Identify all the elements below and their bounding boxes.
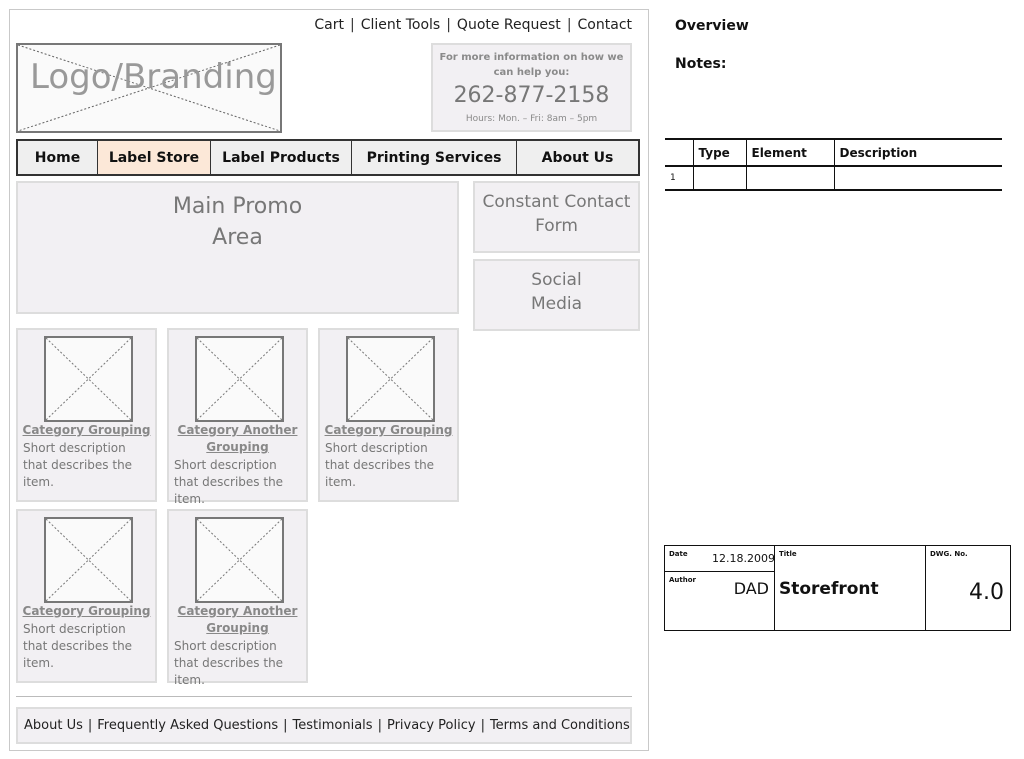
title-value: Storefront [779,579,879,599]
utility-link-quote-request[interactable]: Quote Request [456,17,561,33]
nav-item-about-us[interactable]: About Us [541,149,614,166]
nav-item-home[interactable]: Home [18,141,98,174]
constant-contact-label [475,190,638,238]
utility-link-client-tools[interactable]: Client Tools [360,17,441,33]
nav-item-printing-services[interactable]: Printing Services [352,141,517,174]
separator: | [566,17,572,33]
constant-contact-line1: Constant Contact [482,192,631,212]
nav-item-label-store[interactable]: Label Store [98,141,211,174]
author-value: DAD [733,579,769,598]
footer-link-privacy-policy[interactable]: Privacy Policy [386,718,476,733]
dwg-no-value: 4.0 [969,580,1004,605]
category-card[interactable] [167,509,308,687]
row-element [746,166,834,190]
table-row [665,166,1002,190]
promo-label-line2: Area [212,225,263,250]
card-title-line1: Category Grouping [22,604,151,618]
separator: | [350,17,355,33]
card-title[interactable] [18,422,155,439]
contact-info-box [431,43,632,132]
date-label: Date [669,550,688,558]
dwg-no-cell [926,546,1010,631]
category-card[interactable] [167,328,308,506]
nav-item-label-products[interactable]: Label Products [211,141,352,174]
constant-contact-line2: Form [535,216,578,236]
notes-table [665,138,1002,191]
social-media-label [475,268,638,316]
footer-link-testimonials[interactable]: Testimonials [292,718,373,733]
contact-phone[interactable]: 262-877-2158 [453,83,610,108]
card-image-placeholder [346,336,435,422]
logo-placeholder[interactable] [16,43,282,133]
card-image-placeholder [44,517,133,603]
card-description: Short description that describes the item. [325,441,435,489]
contact-info-text: For more information on how we can help you: [439,52,624,78]
placeholder-cross-icon [197,338,282,420]
card-title-line2: Grouping [206,621,269,635]
notes-label: Notes: [675,56,727,72]
card-description: Short description that describes the item. [23,622,133,670]
header-element: Element [746,139,834,166]
date-cell [665,546,775,572]
author-cell [665,572,775,631]
card-title-line1: Category Grouping [324,423,453,437]
placeholder-cross-icon [46,519,131,601]
row-type [693,166,746,190]
social-media-line1: Social [531,270,582,290]
card-title[interactable] [169,603,306,637]
separator: | [377,718,382,733]
category-card[interactable] [16,328,157,502]
footer-divider [16,696,632,697]
header-description: Description [834,139,1002,166]
card-image-placeholder [195,336,284,422]
card-title-line1: Category Another [177,423,298,437]
card-title[interactable] [320,422,457,439]
row-description [834,166,1002,190]
header-type: Type [693,139,746,166]
utility-nav [314,17,632,33]
title-block [664,545,1011,631]
card-image-placeholder [195,517,284,603]
footer-link-about-us[interactable]: About Us [24,718,83,733]
date-value: 12.18.2009 [712,552,775,565]
promo-label [18,191,457,253]
placeholder-cross-icon [197,519,282,601]
constant-contact-form[interactable] [473,181,640,253]
card-title-line1: Category Grouping [22,423,151,437]
main-promo-area[interactable] [16,181,459,314]
card-description: Short description that describes the item. [23,441,133,489]
social-media-line2: Media [530,294,583,314]
separator: | [283,718,288,733]
social-media-box[interactable] [473,259,640,331]
title-cell [775,546,926,631]
separator: | [87,718,93,733]
placeholder-cross-icon [46,338,131,420]
card-title-line2: Grouping [206,440,269,454]
card-image-placeholder [44,336,133,422]
contact-hours: Hours: Mon. – Fri: 8am – 5pm [465,114,598,124]
logo-text: Logo/Branding [30,57,277,97]
separator: | [446,17,451,33]
title-label: Title [779,550,797,558]
main-nav [16,139,640,176]
separator: | [480,718,485,733]
dwg-no-label: DWG. No. [930,550,968,558]
card-title[interactable] [18,603,155,620]
card-title[interactable] [169,422,306,456]
card-description: Short description that describes the item. [174,639,284,687]
footer-link-faq[interactable]: Frequently Asked Questions [97,718,279,733]
overview-label: Overview [675,18,749,34]
row-index: 1 [670,173,676,183]
footer-links [16,707,632,744]
card-title-line1: Category Another [177,604,298,618]
author-label: Author [669,576,696,584]
category-card[interactable] [318,328,459,502]
placeholder-cross-icon [348,338,433,420]
utility-link-contact[interactable]: Contact [577,17,632,33]
category-card[interactable] [16,509,157,683]
footer-link-terms[interactable]: Terms and Conditions [489,718,630,733]
notes-table-header-row [665,139,1002,166]
header-index [665,139,693,166]
utility-link-cart[interactable]: Cart [314,17,345,33]
promo-label-line1: Main Promo [172,194,303,219]
card-description: Short description that describes the item. [174,458,284,506]
